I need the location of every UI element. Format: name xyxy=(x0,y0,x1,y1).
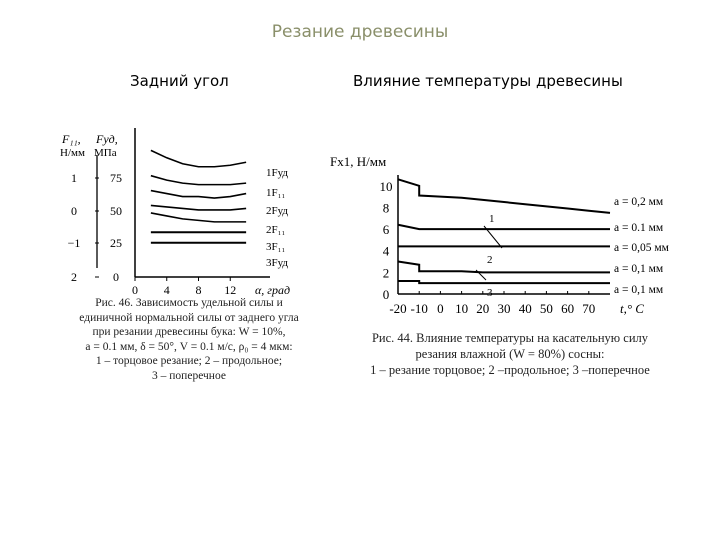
right-chart-y-tick-label: 6 xyxy=(382,222,390,238)
left-chart-y-tick-label-left: 2 xyxy=(71,270,77,284)
right-chart-curve-number: 3 xyxy=(487,287,493,299)
left-caption-line: при резании древесины бука: W = 10%, xyxy=(92,326,286,338)
right-chart-x-tick-label: -20 xyxy=(389,301,407,316)
left-chart-series-label: 1F₁₁ xyxy=(266,187,286,199)
right-chart-x-tick-label: -10 xyxy=(410,301,428,316)
left-chart-series-line xyxy=(151,213,246,222)
slide-title: Резание древесины xyxy=(271,22,449,42)
left-caption-line: 1 – торцовое резание; 2 – продольное; xyxy=(95,355,283,367)
right-chart-curve-number: 2 xyxy=(487,254,493,266)
left-chart-y-tick-label-left: −1 xyxy=(67,236,81,250)
right-chart-series-label: a = 0,1 мм xyxy=(614,284,664,296)
left-chart-series-label: 2F₁₁ xyxy=(266,224,286,236)
left-chart-y-tick-label-right: 25 xyxy=(110,236,122,250)
right-caption-line: резания влажной (W = 80%) сосны: xyxy=(415,347,605,361)
right-heading: Влияние температуры древесины xyxy=(353,72,623,90)
left-chart-series-line xyxy=(151,150,246,166)
right-chart-series-label: a = 0,05 мм xyxy=(614,242,669,254)
right-chart-y-tick-label: 10 xyxy=(379,178,393,194)
right-chart-x-axis-label: t,° C xyxy=(620,301,644,316)
right-chart-series-line xyxy=(398,225,610,229)
right-chart-x-tick-label: 40 xyxy=(518,301,532,316)
right-chart-series-line xyxy=(398,281,610,283)
right-caption-line: 1 – резание торцовое; 2 –продольное; 3 –поперечное xyxy=(370,363,650,377)
right-chart-series-label: a = 0,1 мм xyxy=(614,263,664,275)
right-chart-curve-number: 1 xyxy=(489,213,495,225)
left-chart-series-line xyxy=(151,191,246,198)
right-chart-caption xyxy=(330,330,690,378)
left-chart-series-line xyxy=(151,176,246,185)
left-chart-series-label: 3Fуд xyxy=(266,257,289,269)
left-chart-series-line xyxy=(151,205,246,209)
right-chart-series-label: a = 0.1 мм xyxy=(614,222,664,234)
right-chart-series-line xyxy=(398,262,610,273)
right-caption-line: Рис. 44. Влияние температуры на касательную силу xyxy=(371,331,648,345)
right-chart-x-tick-label: 60 xyxy=(561,301,575,316)
left-chart-y-tick-label-right: 0 xyxy=(113,270,119,284)
left-chart-x-tick-label: 8 xyxy=(195,283,202,297)
right-chart-x-tick-label: 10 xyxy=(455,301,469,316)
left-chart-x-tick-label: 12 xyxy=(224,283,237,297)
right-chart-y-tick-label: 0 xyxy=(382,287,390,302)
right-chart-y-tick-label: 4 xyxy=(382,243,390,259)
left-caption-line: 3 – поперечное xyxy=(152,369,226,382)
right-chart-x-tick-label: 0 xyxy=(437,301,444,316)
left-heading: Задний угол xyxy=(130,72,229,90)
left-chart-x-tick-label: 4 xyxy=(163,283,170,297)
left-caption-line: единичной нормальной силы от заднего угла xyxy=(79,311,299,324)
left-chart-y-label-left: F₁₁, xyxy=(62,132,81,146)
left-chart-y-label-left-unit: Н/мм xyxy=(60,147,85,159)
left-chart-x-tick-label: 0 xyxy=(132,283,138,297)
left-chart-series-label: 2Fуд xyxy=(266,205,289,217)
left-chart-caption xyxy=(50,296,328,383)
right-chart-x-tick-label: 50 xyxy=(539,301,553,316)
right-chart-x-tick-label: 30 xyxy=(497,301,511,316)
right-chart-series-label: a = 0,2 мм xyxy=(614,196,664,208)
right-chart-y-axis-label: Fх1, Н/мм xyxy=(330,154,387,169)
left-chart-y-tick-label-right: 50 xyxy=(110,204,122,218)
right-chart-y-tick-label: 2 xyxy=(382,265,390,281)
right-chart-series-line xyxy=(398,179,610,213)
left-chart-y-label-right: Fуд, xyxy=(96,132,118,146)
right-chart-x-tick-label: 70 xyxy=(582,301,596,316)
left-chart-series-label: 3F₁₁ xyxy=(266,241,286,253)
left-chart-x-axis-label: α, град xyxy=(255,283,291,297)
left-chart-y-tick-label-left: 0 xyxy=(71,204,77,218)
left-caption-line: a = 0.1 мм, δ = 50°, V = 0.1 м/с, ρ₀ = 4 мкм: xyxy=(85,340,293,353)
left-chart-y-label-right-unit: МПа xyxy=(94,147,117,159)
right-chart-x-tick-label: 20 xyxy=(476,301,490,316)
left-caption-line: Рис. 46. Зависимость удельной силы и xyxy=(95,297,283,309)
left-chart-y-tick-label-right: 75 xyxy=(110,171,122,185)
right-chart-y-tick-label: 8 xyxy=(382,200,390,216)
left-chart-y-tick-label-left: 1 xyxy=(71,171,77,185)
left-chart-series-label: 1Fуд xyxy=(266,167,289,179)
